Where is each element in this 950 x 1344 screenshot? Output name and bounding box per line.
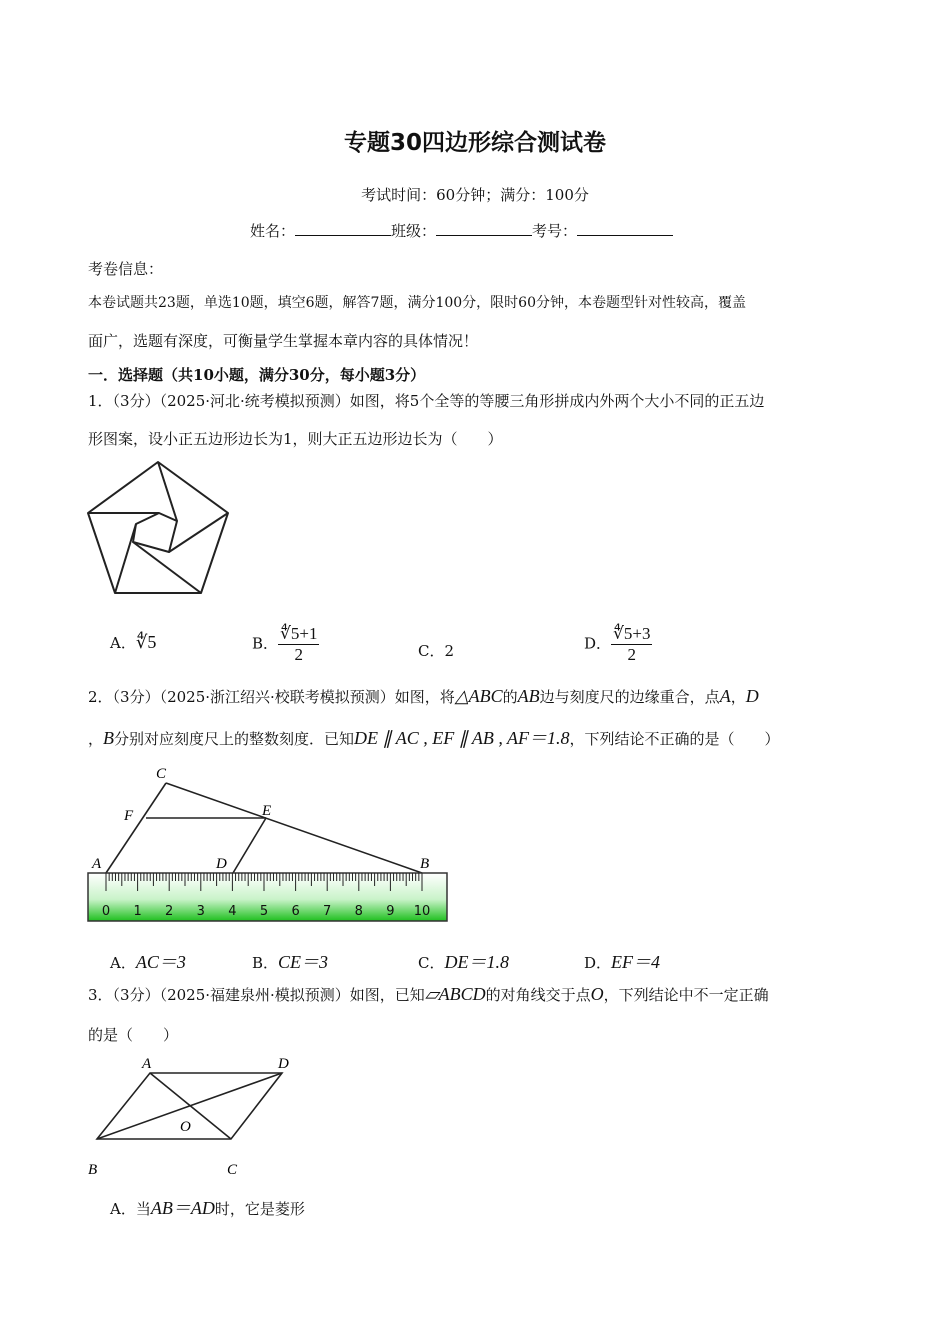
label-a: A: [142, 1056, 152, 1072]
q2-prefix: 2．（3分）（2025·浙江绍兴·校联考模拟预测）如图，将: [88, 688, 455, 706]
page-title: 专题30四边形综合测试卷: [343, 130, 606, 156]
q2-option-b-value: CE＝3: [278, 952, 329, 972]
paper-info-text-1: 本卷试题共23题，单选10题，填空6题，解答7题，满分100分，限时60分钟，本卷题型针对性较高，覆盖: [88, 295, 746, 311]
id-label: 考号：: [532, 222, 578, 240]
ruler-triangle-figure: [84, 762, 454, 928]
q1-option-d-label: D．: [584, 634, 612, 653]
label-f: F: [124, 808, 134, 824]
ruler-number: 7: [323, 904, 332, 919]
q2-option-a[interactable]: [110, 948, 186, 974]
label-b: B: [420, 856, 430, 872]
ruler-number: 8: [354, 904, 363, 919]
pentagon-segment: [169, 513, 228, 552]
q3-option-a-math: AB＝AD: [150, 1198, 215, 1218]
q2-line1: [88, 686, 759, 707]
q1-line1: 1．（3分）（2025·河北·统考模拟预测）如图，将5个全等的等腰三角形拼成内外两个大小不同的正五边: [88, 392, 765, 410]
label-c: C: [156, 766, 167, 782]
label-d: D: [216, 856, 227, 872]
paper-info-label: 考卷信息：: [88, 260, 164, 278]
q2-line2-prefix: ，: [88, 730, 104, 748]
q2-point-d: D: [745, 686, 759, 706]
q1-option-a-label: A．: [110, 634, 136, 652]
q1-option-a-value: ∜5: [135, 632, 157, 652]
class-label: 班级：: [391, 222, 437, 240]
q2-comma: ，: [730, 688, 746, 706]
q1-option-c-value: 2: [444, 642, 455, 660]
segment-de: [233, 818, 266, 873]
q1-option-b-denominator: 2: [294, 645, 303, 664]
class-blank[interactable]: [436, 221, 532, 236]
label-o: O: [180, 1119, 191, 1135]
name-blank[interactable]: [295, 221, 391, 236]
name-label: 姓名：: [250, 222, 296, 240]
label-a: A: [92, 856, 102, 872]
q1-option-b-label: B．: [252, 634, 279, 653]
q2-option-b[interactable]: [252, 948, 328, 974]
segment-ac: [106, 783, 166, 873]
q2-option-d[interactable]: [584, 948, 660, 974]
q1-option-d[interactable]: [584, 624, 652, 665]
paper-info-text-2: 面广，选题有深度，可衡量学生掌握本章内容的具体情况！: [88, 332, 479, 350]
q2-option-a-label: A．: [110, 954, 136, 972]
q2-triangle-abc: △ABC: [454, 686, 503, 706]
q3-mid: 的对角线交于点: [485, 986, 591, 1004]
q2-option-c[interactable]: [418, 948, 509, 974]
ruler-number: 9: [386, 904, 395, 919]
ruler-number: 6: [291, 904, 300, 919]
ruler-number: 0: [101, 904, 111, 919]
pentagon-segment: [158, 462, 177, 521]
q2-option-a-value: AC＝3: [135, 952, 186, 972]
id-blank[interactable]: [577, 221, 673, 236]
q2-point-a: A: [719, 686, 731, 706]
label-d: D: [278, 1056, 289, 1072]
q2-given: DE ∥ AC , EF ∥ AB , AF＝1.8: [354, 728, 570, 748]
q1-option-d-denominator: 2: [627, 645, 636, 664]
q2-option-c-label: C．: [418, 954, 445, 972]
q2-mid1: 的: [502, 688, 518, 706]
q3-prefix: 3．（3分）（2025·福建泉州·模拟预测）如图，已知: [88, 986, 425, 1004]
q2-point-b: B: [103, 728, 115, 748]
pentagon-segment: [133, 542, 201, 593]
q1-option-b-numerator: ∜5+1: [280, 624, 318, 643]
parallelogram-figure: [84, 1052, 298, 1182]
q1-option-c[interactable]: [418, 640, 454, 661]
section-title: 一．选择题（共10小题，满分30分，每小题3分）: [88, 366, 426, 384]
ruler-number: 3: [196, 904, 205, 919]
q2-option-d-label: D．: [584, 954, 612, 972]
q1-option-a[interactable]: [110, 632, 156, 653]
student-info-line: [250, 220, 673, 241]
ruler-number: 4: [228, 904, 237, 919]
label-e: E: [262, 803, 272, 819]
ruler-number: 10: [413, 904, 431, 919]
ruler-number: 2: [165, 904, 174, 919]
q3-line2: 的是（ ）: [88, 1026, 179, 1044]
q1-option-c-label: C．: [418, 642, 445, 660]
q2-ab: AB: [517, 686, 540, 706]
pentagon-figure: [84, 458, 234, 598]
q2-line2-suffix: ，下列结论不正确的是（ ）: [569, 730, 780, 748]
q1-option-d-numerator: ∜5+3: [613, 624, 651, 643]
q3-suffix: ，下列结论中不一定正确: [603, 986, 769, 1004]
q3-option-a-label: A．当: [110, 1200, 151, 1218]
segment-cb: [166, 783, 422, 873]
q3-option-a-suffix: 时，它是菱形: [214, 1200, 305, 1218]
q1-option-b[interactable]: [252, 624, 319, 665]
exam-time: 考试时间：60分钟；满分：100分: [361, 186, 589, 204]
label-b: B: [88, 1162, 98, 1178]
pentagon-segment: [115, 524, 136, 593]
label-c: C: [227, 1162, 238, 1178]
q3-point-o: O: [590, 984, 604, 1004]
q2-line2: [88, 724, 780, 750]
q3-line1: [88, 984, 769, 1005]
q1-line2: 形图案，设小正五边形边长为1，则大正五边形边长为（ ）: [88, 430, 503, 448]
q2-mid2: 边与刻度尺的边缘重合，点: [539, 688, 720, 706]
triangle-lines: [106, 783, 422, 873]
q2-option-b-label: B．: [252, 954, 279, 972]
q2-option-c-value: DE＝1.8: [444, 952, 509, 972]
q1-option-b-fraction: [278, 624, 319, 665]
ruler-number: 1: [133, 904, 142, 919]
ruler-number: 5: [259, 904, 269, 919]
q3-option-a[interactable]: [110, 1194, 305, 1220]
q2-line2-mid: 分别对应刻度尺上的整数刻度．已知: [114, 730, 355, 748]
q1-option-d-fraction: [611, 624, 652, 665]
q2-option-d-value: EF＝4: [611, 952, 661, 972]
q3-parallelogram: ▱ABCD: [424, 984, 486, 1004]
